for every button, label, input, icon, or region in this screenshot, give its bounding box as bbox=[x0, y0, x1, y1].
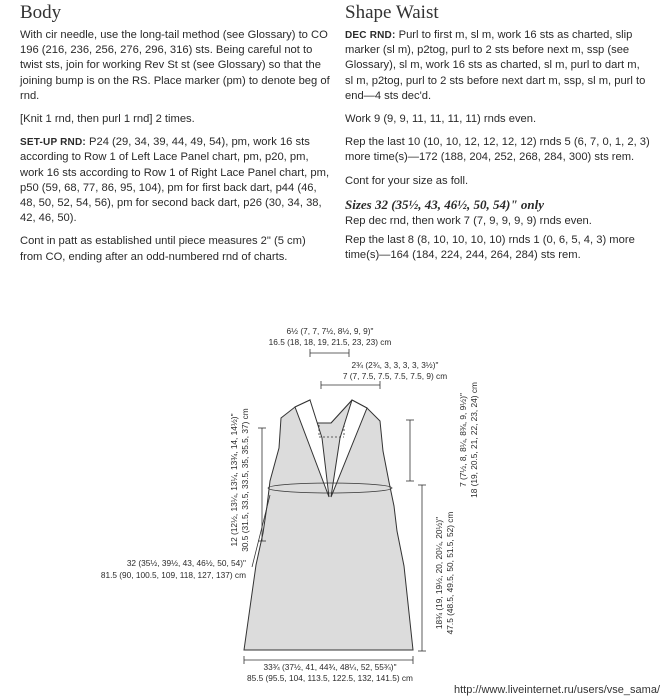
shoulder-cm: 7 (7, 7.5, 7.5, 7.5, 7.5, 9) cm bbox=[342, 371, 448, 381]
side-length-bracket bbox=[418, 485, 426, 651]
armhole-cm: 18 (19, 20.5, 21, 22, 23, 24) cm bbox=[469, 382, 479, 498]
shoulder-in: 2¾ (2¾, 3, 3, 3, 3, 3½)" bbox=[351, 360, 439, 370]
continue-size-paragraph: Cont for your size as foll. bbox=[345, 174, 469, 187]
body-paragraph-cast-on: With cir needle, use the long-tail method (see Glossary) to CO 196 (216, 236, 256, 276, 296, 316) sts. Being careful not to twist sts, join for working Rev St st (see Glossary) so that the joining bump is on the RS. Place marker (pm) to denote beg of rnd. bbox=[20, 29, 330, 102]
setup-rnd-label: SET-UP RND: bbox=[20, 137, 86, 149]
dec-rnd-text: Purl to first m, sl m, work 16 sts as charted, slip marker (sl m), p2tog, purl to 2 sts before next m, ssp (see Glossary), sl m, work 16 sts as charted, sl m, purl to dart m, sl m, p2tog, purl to 2 sts before next dart m, ssp, sl m, purl to end—4 sts dec'd. bbox=[345, 29, 646, 102]
left-yoke-in: 12 (12½, 13¼, 13¼, 13¾, 14, 14½)" bbox=[229, 413, 239, 547]
shoulder-bracket bbox=[321, 381, 380, 389]
neck-width-cm: 16.5 (18, 18, 19, 21.5, 23, 23) cm bbox=[268, 337, 392, 347]
neck-width-bracket bbox=[310, 349, 349, 357]
setup-rnd-text: P24 (29, 34, 39, 44, 49, 54), pm, work 16 sts according to Row 1 of Left Lace Panel chart, pm, p20, pm, work 16 sts according to Row 1 of Right Lace Panel chart, pm, p50 (59, 68, 77, 86, 95, 104), pm for first back dart, p44 (46, 48, 50, 52, 54, 56), pm for second back dart, p26 (30, 34, 38, 42, 46, 50). bbox=[20, 136, 330, 225]
vest-body-outline bbox=[244, 400, 413, 650]
bust-cm: 81.5 (90, 100.5, 109, 118, 127, 137) cm bbox=[100, 570, 246, 580]
watermark-url: http://www.liveinternet.ru/users/vse_sama/ bbox=[453, 684, 660, 696]
armhole-in: 7 (7½, 8, 8¼, 8¾, 9, 9½)" bbox=[458, 393, 468, 487]
armhole-bracket bbox=[406, 420, 414, 481]
body-heading: Body bbox=[20, 2, 62, 23]
shape-waist-heading: Shape Waist bbox=[345, 2, 439, 23]
rep-dec-paragraph: Rep dec rnd, then work 7 (7, 9, 9, 9, 9) rnds even. bbox=[345, 214, 592, 227]
body-paragraph-continue: Cont in patt as established until piece measures 2" (5 cm) from CO, ending after an odd-numbered rnd of charts. bbox=[20, 235, 306, 263]
neck-width-in: 6½ (7, 7, 7½, 8½, 9, 9)" bbox=[286, 326, 374, 336]
repeat-paragraph: Rep the last 10 (10, 10, 12, 12, 12, 12) rnds 5 (6, 7, 0, 1, 2, 3) more time(s)—172 (188, 204, 252, 268, 284, 300) sts rem. bbox=[345, 136, 650, 164]
work-even-paragraph: Work 9 (9, 9, 11, 11, 11, 11) rnds even. bbox=[345, 113, 537, 126]
bust-in: 32 (35½, 39½, 43, 46½, 50, 54)" bbox=[126, 558, 246, 568]
hem-in: 33¾ (37½, 41, 44¾, 48¼, 52, 55¾)" bbox=[263, 662, 397, 672]
hem-cm: 85.5 (95.5, 104, 113.5, 122.5, 132, 141.5) cm bbox=[247, 673, 413, 683]
rep-last-paragraph: Rep the last 8 (8, 10, 10, 10, 10) rnds 1 (0, 6, 5, 4, 3) more time(s)—164 (184, 224, 244, 264, 284) sts rem. bbox=[345, 234, 635, 262]
dec-rnd-label: DEC RND: bbox=[345, 30, 396, 41]
sizes-heading: Sizes 32 (35½, 43, 46½, 50, 54)" only bbox=[345, 196, 544, 212]
left-yoke-cm: 30.5 (31.5, 33.5, 33.5, 35, 35.5, 37) cm bbox=[240, 408, 250, 552]
side-length-in: 18¾ (19, 19½, 20, 20¼, 20½)" bbox=[434, 516, 444, 630]
body-paragraph-garter: [Knit 1 rnd, then purl 1 rnd] 2 times. bbox=[20, 113, 195, 126]
side-length-cm: 47.5 (48.5, 49.5, 50, 51.5, 52) cm bbox=[445, 511, 455, 635]
